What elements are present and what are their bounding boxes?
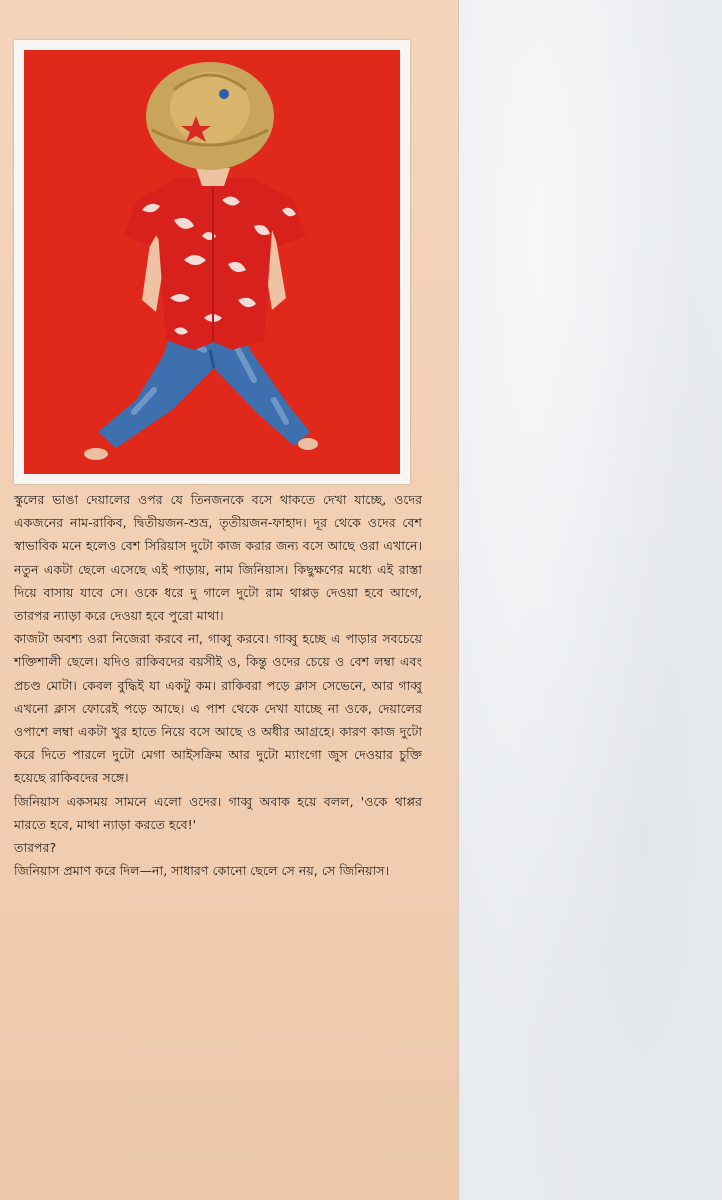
straw-hat-icon (146, 62, 274, 170)
boy-illustration (24, 50, 400, 474)
neck (196, 168, 230, 186)
white-paper-background (458, 0, 722, 1200)
right-foot (298, 438, 318, 450)
blurb-paragraph: জিনিয়াস প্রমাণ করে দিল—না, সাধারণ কোনো ছেলে সে নয়, সে জিনিয়াস। (14, 863, 390, 879)
cover-illustration (24, 50, 400, 474)
left-foot (84, 448, 108, 460)
blurb-paragraph: স্কুলের ভাঙা দেয়ালের ওপর যে তিনজনকে বসে থাকতে দেখা যাচ্ছে, ওদের একজনের নাম-রাকিব, দ্বিতীয়জন-শুভ্র, তৃতীয়জন-ফাহাদ। দূর থেকে ওদের বেশ স্বাভাবিক মনে হলেও বেশ সিরিয়াস দুটো কাজ করার জন্য বসে আছে ওরা এখানে। নতুন একটা ছেলে এসেছে এই পাড়ায়, নাম জিনিয়াস। কিছুক্ষণের মধ্যে এই রাস্তা দিয়ে বাসায় যাবে সে। ওকে ধরে দু গালে দুটো রাম থাপ্পড় দেওয়া হবে আগে, তারপর ন্যাড়া করে দেওয়া হবে পুরো মাথা। (14, 492, 422, 624)
blue-badge-icon (219, 89, 229, 99)
cover-image-frame (14, 40, 410, 484)
blurb-paragraph: কাজটা অবশ্য ওরা নিজেরা করবে না, গাব্বু করবে। গাব্বু হচ্ছে এ পাড়ার সবচেয়ে শক্তিশালী ছেলে। যদিও রাকিবদের বয়সীই ও, কিন্তু ওদের চেয়ে ও বেশ লম্বা এবং প্রচণ্ড মোটা। কেবল বুদ্ধিই যা একটু কম। রাকিবরা পড়ে ক্লাস সেভেনে, আর গাব্বু এখনো ক্লাস ফোরেই পড়ে আছে। এ পাশ থেকে দেখা যাচ্ছে না ওকে, দেয়ালের ওপাশে লম্বা একটা খুর হাতে নিয়ে বসে আছে ও অধীর আগ্রহে। কারণ কাজ দুটো করে দিতে পারলে দুটো মেগা আইসক্রিম আর দুটো ম্যাংগো জুস দেওয়ার চুক্তি হয়েছে রাকিবদের সঙ্গে। (14, 631, 422, 786)
blurb-paragraph: জিনিয়াস একসময় সামনে এলো ওদের। গাব্বু অবাক হয়ে বলল, 'ওকে থাপ্পর মারতে হবে, মাথা ন্যাড়া করতে হবে!' (14, 793, 422, 832)
blurb-paragraph: তারপর? (14, 840, 57, 856)
blurb-text (14, 488, 422, 882)
